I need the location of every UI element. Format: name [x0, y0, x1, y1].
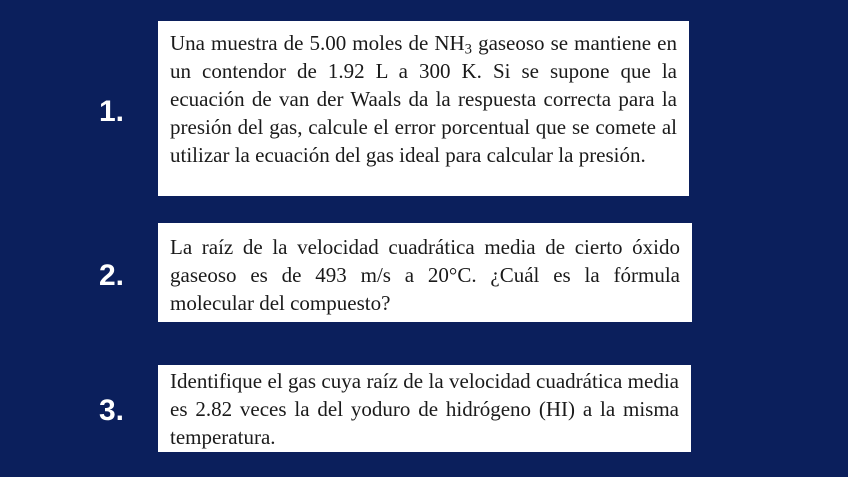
- problem-1-number: 1.: [99, 95, 125, 128]
- problem-1-text-end: gaseoso se mantiene en un contendor de 1.92 L a 300 K. Si se supone que la ecuación de van der Waals da la respuesta correcta para la presión del gas, calcule el error porcentual que se comete al utilizar la ecuación del gas ideal para calcular la presión.: [170, 31, 677, 167]
- problem-3-text: Identifique el gas cuya raíz de la velocidad cuadrática media es 2.82 veces la del yoduro de hidrógeno (HI) a la misma temperatura.: [170, 369, 679, 449]
- problem-2-card: [158, 223, 692, 322]
- problem-1-text: [170, 29, 677, 169]
- problem-1-subscript: 3: [464, 41, 473, 58]
- problem-2-text: La raíz de la velocidad cuadrática media de cierto óxido gaseoso es de 493 m/s a 20°C. ¿Cuál es la fórmula molecular del compuesto?: [170, 235, 680, 315]
- problem-1-card: [158, 21, 689, 196]
- problem-1-text-start: Una muestra de 5.00 moles de NH: [170, 31, 465, 55]
- problem-2-number: 2.: [99, 259, 125, 292]
- problem-3-card: [158, 365, 691, 452]
- problem-3-number: 3.: [99, 394, 125, 427]
